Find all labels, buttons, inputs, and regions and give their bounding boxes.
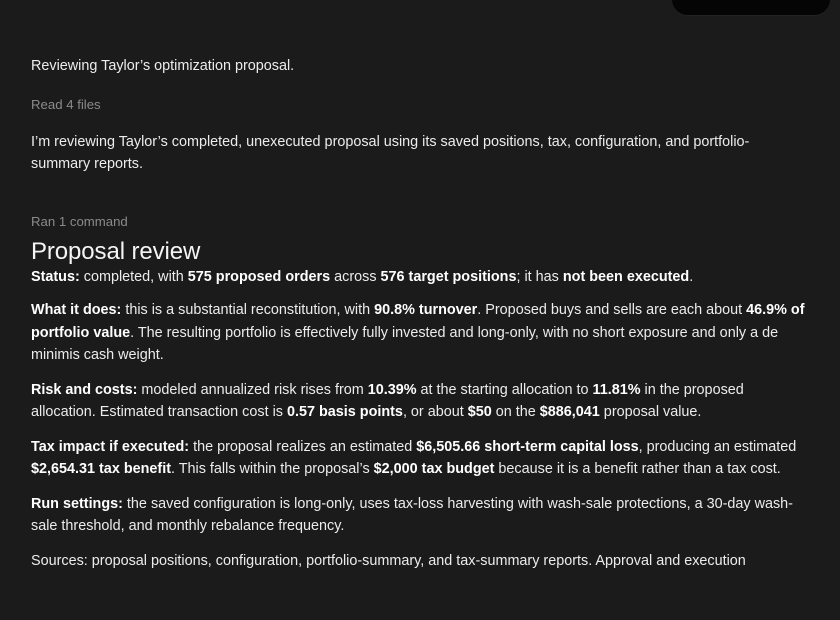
what-it-does-text-1: this is a substantial reconstitution, with — [121, 302, 375, 318]
what-it-does-label: What it does: — [31, 302, 122, 318]
turnover-value: 90.8% turnover — [374, 302, 478, 318]
assistant-message — [31, 55, 806, 572]
sources-paragraph: Sources: proposal positions, configuration, portfolio-summary, and tax-summary reports. Approval and execution — [31, 552, 746, 569]
risk-costs-text-6: proposal value. — [599, 404, 702, 420]
tax-impact-label: Tax impact if executed: — [31, 438, 190, 455]
what-it-does-text-3: . The resulting portfolio is effectively fully invested and long-only, with no short exposure and only a de minimis cash weight. — [31, 324, 779, 363]
tax-benefit-value: $2,654.31 tax benefit — [31, 461, 171, 477]
ran-command-step[interactable] — [31, 212, 806, 232]
risk-costs-label: Risk and costs: — [31, 381, 138, 398]
proposed-risk-value: 11.81% — [592, 381, 641, 398]
what-it-does-text-2: . Proposed buys and sells are each about — [477, 302, 747, 318]
tax-impact-text-2: , producing an estimated — [638, 438, 797, 455]
proposal-value: $886,041 — [539, 404, 600, 420]
status-text-3: ; it has — [516, 268, 563, 285]
status-paragraph — [31, 266, 806, 289]
status-label: Status: — [31, 268, 80, 285]
status-text-1: completed, with — [79, 268, 188, 285]
execution-status-value: not been executed — [562, 268, 690, 285]
risk-costs-text-5: on the — [491, 404, 540, 420]
tax-impact-text-4: because it is a benefit rather than a tax cost. — [494, 461, 781, 477]
status-text-2: across — [330, 268, 381, 285]
intro-text: Reviewing Taylor’s optimization proposal. — [31, 58, 295, 74]
tax-impact-paragraph — [31, 436, 806, 481]
risk-costs-text-4: , or about — [402, 404, 468, 420]
run-settings-text: the saved configuration is long-only, uses tax-loss harvesting with wash-sale protections, a 30-day wash-sale threshold, and monthly rebalance frequency. — [31, 495, 793, 534]
run-settings-label: Run settings: — [31, 495, 123, 512]
top-control-pill[interactable] — [672, 0, 830, 15]
risk-costs-text-2: at the starting allocation to — [416, 381, 593, 398]
capital-loss-value: $6,505.66 short-term capital loss — [416, 438, 639, 455]
proposed-orders-value: 575 proposed orders — [187, 268, 331, 285]
ran-command-label: Ran 1 command — [31, 213, 128, 229]
proposal-review-heading: Proposal review — [31, 237, 201, 265]
reviewing-paragraph: I’m reviewing Taylor’s completed, unexecuted proposal using its saved positions, tax, configuration, and portfolio-summary reports. — [31, 133, 750, 172]
transaction-cost-dollars-value: $50 — [467, 404, 492, 420]
run-settings-paragraph — [31, 493, 806, 538]
what-it-does-paragraph — [31, 299, 806, 367]
target-positions-value: 576 target positions — [380, 268, 517, 285]
tax-impact-text-1: the proposal realizes an estimated — [189, 438, 417, 455]
risk-costs-text-1: modeled annualized risk rises from — [137, 381, 368, 398]
status-text-4: . — [689, 268, 694, 285]
tax-impact-text-3: . This falls within the proposal’s — [171, 461, 374, 477]
transaction-cost-bps-value: 0.57 basis points — [286, 404, 403, 420]
risk-costs-text-3: in the proposed allocation. Estimated transaction cost is — [31, 381, 744, 420]
read-files-label: Read 4 files — [31, 96, 101, 112]
portfolio-value-share: 46.9% of portfolio value — [31, 302, 805, 341]
risk-costs-paragraph — [31, 379, 806, 424]
starting-risk-value: 10.39% — [367, 381, 417, 398]
read-files-step[interactable] — [31, 95, 806, 115]
tax-budget-value: $2,000 tax budget — [373, 461, 495, 477]
